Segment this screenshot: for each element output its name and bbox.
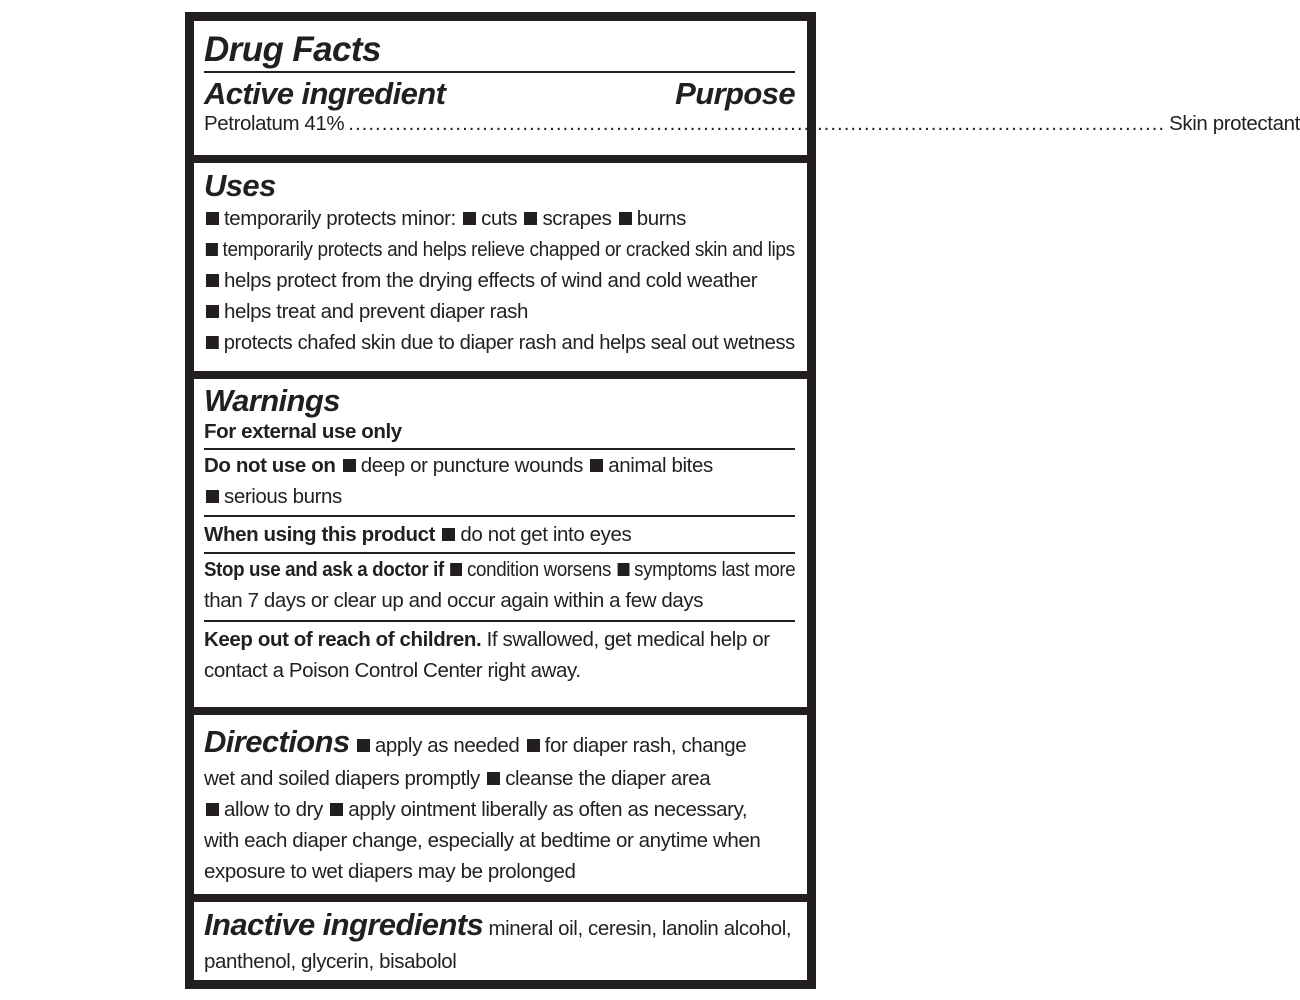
inactive-ingredients-section (194, 902, 807, 980)
bullet-square (206, 490, 219, 503)
bullet-square (442, 528, 455, 541)
directions-line: Directions apply as needed for diaper rash, change (204, 724, 747, 759)
uses-heading: Uses (204, 168, 276, 203)
external-use-note: For external use only (204, 420, 402, 443)
directions-heading: Directions (204, 724, 350, 759)
leader-dots: .......................................................................................................................... (348, 112, 1166, 135)
bullet-square (357, 739, 370, 752)
bullet-square (206, 212, 219, 225)
use-item: helps treat and prevent diaper rash (204, 296, 795, 327)
bullet-square (343, 459, 356, 472)
use-item: temporarily protects and helps relieve chapped or cracked skin and lips (204, 234, 752, 265)
inactive-line: Inactive ingredients mineral oil, ceresin, lanolin alcohol, (204, 907, 792, 942)
divider (204, 620, 795, 622)
uses-section (194, 163, 807, 371)
ingredient-purpose: Skin protectant (1169, 112, 1300, 135)
bullet-square (590, 459, 603, 472)
bullet-square (330, 803, 343, 816)
bullet-square (463, 212, 476, 225)
inactive-line: panthenol, glycerin, bisabolol (204, 950, 457, 973)
directions-section (194, 715, 807, 894)
when-using-line: When using this product do not get into eyes (204, 523, 632, 546)
use-item: helps protect from the drying effects of wind and cold weather (204, 265, 795, 296)
bullet-square (524, 212, 537, 225)
bullet-square (206, 305, 219, 318)
warnings-section (194, 379, 807, 707)
drug-facts-panel (185, 12, 1300, 989)
warnings-heading: Warnings (204, 383, 340, 418)
directions-line: with each diaper change, especially at bedtime or anytime when (204, 829, 761, 852)
use-item: temporarily protects minor: cuts scrapes burns (204, 203, 795, 234)
do-not-use-line: serious burns (204, 481, 795, 512)
bullet-square (527, 739, 540, 752)
bullet-square (206, 274, 219, 287)
bullet-square (206, 336, 219, 349)
ingredient-name: Petrolatum 41% (204, 112, 345, 135)
page-title: Drug Facts (204, 30, 381, 69)
bullet-square (487, 772, 500, 785)
bullet-square (206, 803, 219, 816)
bullet-square (206, 243, 218, 256)
divider (204, 71, 795, 73)
directions-line: allow to dry apply ointment liberally as often as necessary, (204, 794, 795, 825)
stop-use-line: than 7 days or clear up and occur again within a few days (204, 589, 704, 612)
inactive-ingredients-heading: Inactive ingredients (204, 907, 484, 942)
keep-out-line: contact a Poison Control Center right away. (204, 659, 581, 682)
use-item: protects chafed skin due to diaper rash and helps seal out wetness (204, 327, 786, 358)
keep-out-line: Keep out of reach of children. If swallowed, get medical help or (204, 628, 770, 651)
active-header-row (204, 77, 795, 111)
bullet-square (451, 563, 463, 576)
active-ingredient-section (194, 21, 1300, 155)
active-ingredient-row (204, 111, 1300, 137)
stop-use-line: Stop use and ask a doctor if condition worsens symptoms last more (204, 558, 796, 581)
purpose-heading: Purpose (675, 76, 795, 111)
directions-line: exposure to wet diapers may be prolonged (204, 860, 576, 883)
divider (204, 515, 795, 517)
bullet-square (619, 212, 632, 225)
do-not-use-line: Do not use on deep or puncture wounds animal bites (204, 454, 713, 477)
directions-line: wet and soiled diapers promptly cleanse the diaper area (204, 767, 711, 790)
bullet-square (618, 563, 630, 576)
active-ingredient-heading: Active ingredient (204, 76, 446, 111)
